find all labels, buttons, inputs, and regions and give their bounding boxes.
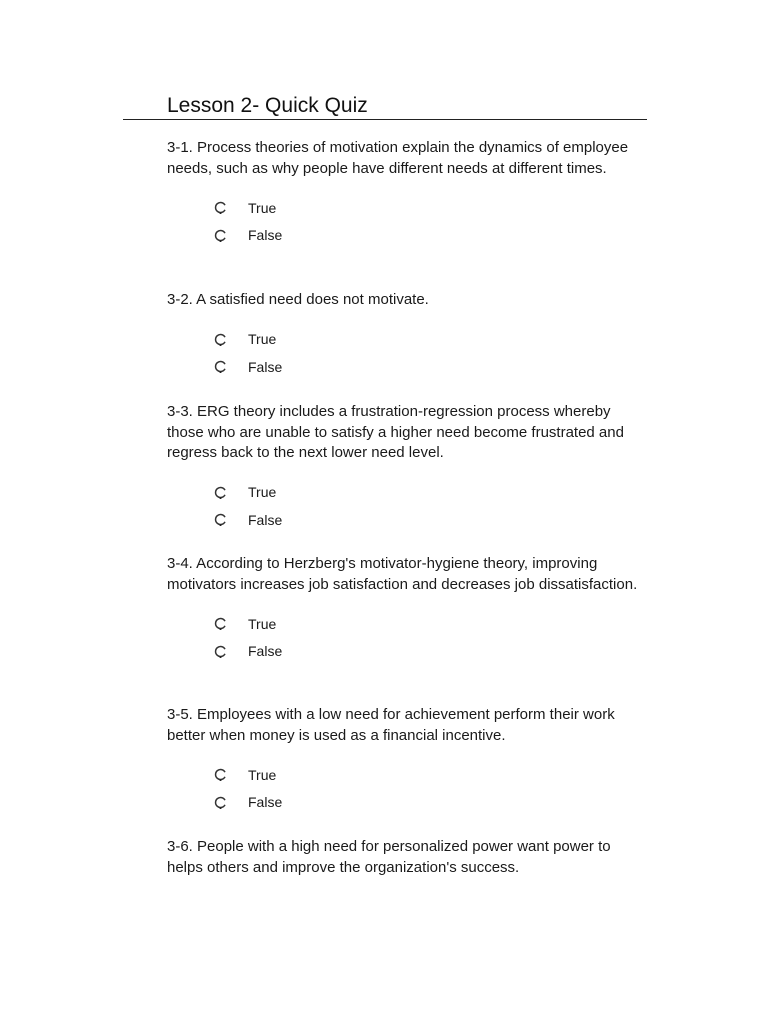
answer-options bbox=[167, 610, 647, 665]
question-3-4 bbox=[167, 554, 647, 665]
question-3-1 bbox=[167, 138, 647, 249]
option-label: False bbox=[248, 358, 283, 375]
option-true[interactable] bbox=[214, 761, 647, 789]
option-false[interactable] bbox=[214, 506, 647, 534]
answer-options bbox=[167, 479, 647, 534]
question-text: 3-3. ERG theory includes a frustration-regression process whereby those who are unable to satisfy a higher need become frustrated and regress back to the next lower need level. bbox=[167, 403, 624, 461]
title-divider bbox=[123, 119, 647, 120]
option-label: True bbox=[248, 615, 277, 632]
option-label: True bbox=[248, 331, 277, 348]
question-3-6 bbox=[167, 837, 647, 878]
answer-options bbox=[167, 761, 647, 816]
radio-button-icon[interactable] bbox=[214, 645, 227, 658]
answer-options bbox=[167, 326, 647, 381]
option-false[interactable] bbox=[214, 353, 647, 381]
option-label: False bbox=[248, 227, 283, 244]
question-text: 3-6. People with a high need for personalized power want power to helps others and improve the organization's success. bbox=[167, 838, 611, 876]
question-3-2 bbox=[167, 290, 647, 381]
option-false[interactable] bbox=[214, 222, 647, 250]
option-false[interactable] bbox=[214, 638, 647, 666]
option-true[interactable] bbox=[214, 610, 647, 638]
radio-button-icon[interactable] bbox=[214, 513, 227, 526]
question-text: 3-4. According to Herzberg's motivator-hygiene theory, improving motivators increases job satisfaction and decreases job dissatisfaction. bbox=[167, 555, 638, 593]
radio-button-icon[interactable] bbox=[214, 333, 227, 346]
option-true[interactable] bbox=[214, 194, 647, 222]
question-text: 3-1. Process theories of motivation explain the dynamics of employee needs, such as why people have different needs at different times. bbox=[167, 139, 629, 177]
radio-button-icon[interactable] bbox=[214, 768, 227, 781]
option-label: True bbox=[248, 766, 277, 783]
option-false[interactable] bbox=[214, 789, 647, 817]
question-3-3 bbox=[167, 402, 647, 534]
radio-button-icon[interactable] bbox=[214, 360, 227, 373]
option-label: False bbox=[248, 511, 283, 528]
option-true[interactable] bbox=[214, 326, 647, 354]
question-text: 3-2. A satisfied need does not motivate. bbox=[167, 291, 429, 308]
option-label: True bbox=[248, 484, 277, 501]
question-3-5 bbox=[167, 705, 647, 816]
radio-button-icon[interactable] bbox=[214, 617, 227, 630]
option-label: False bbox=[248, 794, 283, 811]
option-label: True bbox=[248, 199, 277, 216]
answer-options bbox=[167, 194, 647, 249]
radio-button-icon[interactable] bbox=[214, 796, 227, 809]
option-true[interactable] bbox=[214, 479, 647, 507]
option-label: False bbox=[248, 643, 283, 660]
question-text: 3-5. Employees with a low need for achievement perform their work better when money is used as a financial incentive. bbox=[167, 706, 615, 744]
radio-button-icon[interactable] bbox=[214, 229, 227, 242]
page-title: Lesson 2- Quick Quiz bbox=[167, 94, 368, 117]
radio-button-icon[interactable] bbox=[214, 486, 227, 499]
radio-button-icon[interactable] bbox=[214, 201, 227, 214]
